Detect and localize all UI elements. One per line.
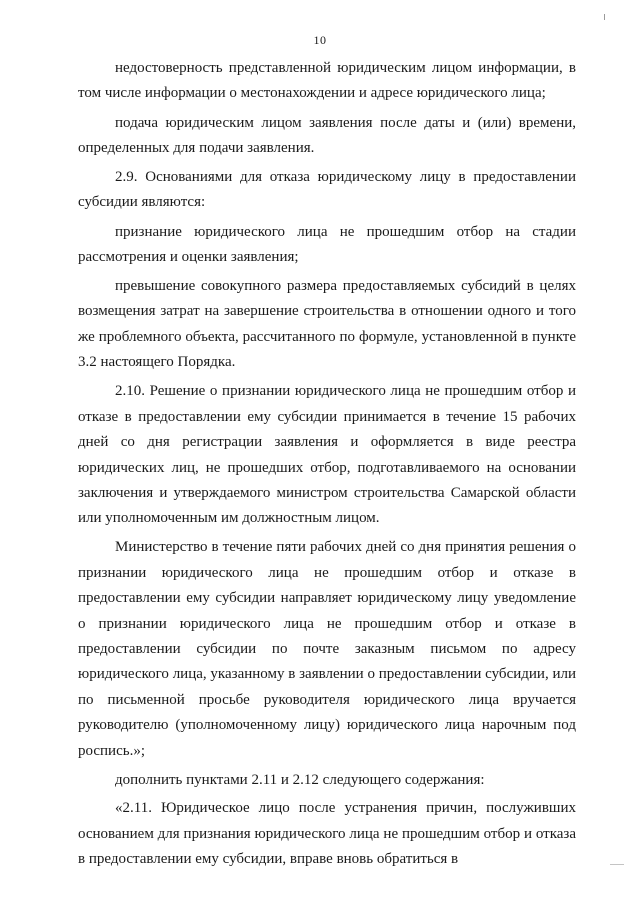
paragraph: «2.11. Юридическое лицо после устранения причин, послуживших основанием для признания юридического лица не прошедшим отбор и отказа в предоставлении ему субсидии, вправе вновь обратиться в (78, 800, 576, 867)
document-body (78, 56, 576, 876)
paragraph: признание юридического лица не прошедшим отбор на стадии рассмотрения и оценки заявления; (78, 223, 576, 265)
paragraph: 2.9. Основаниями для отказа юридическому лицу в предоставлении субсидии являются: (78, 169, 576, 211)
paragraph: Министерство в течение пяти рабочих дней со дня принятия решения о признании юридического лица не прошедшим отбор и отказе в предоставлении ему субсидии направляет юридическому лицу уведомление о признании юридического лица не прошедшим отбор и отказе в предоставлении субсидии по почте заказным письмом по адресу юридического лица, указанному в заявлении о предоставлении субсидии, или по письменной просьбе руководителя юридического лица вручается руководителю (уполномоченному лицу) юридического лица нарочным под роспись.»; (78, 539, 576, 759)
page-number: 10 (313, 33, 327, 47)
paragraph: дополнить пунктами 2.11 и 2.12 следующего содержания: (115, 771, 485, 788)
scan-artifact (604, 14, 605, 20)
paragraph: превышение совокупного размера предоставляемых субсидий в целях возмещения затрат на завершение строительства в отношении одного и того же проблемного объекта, рассчитанного по формуле, установленной в пункте 3.2 настоящего Порядка. (78, 278, 576, 371)
paragraph: недостоверность представленной юридическим лицом информации, в том числе информации о местонахождении и адресе юридического лица; (78, 60, 576, 102)
scan-artifact (610, 864, 624, 865)
paragraph: подача юридическим лицом заявления после даты и (или) времени, определенных для подачи заявления. (78, 114, 576, 156)
paragraph: 2.10. Решение о признании юридического лица не прошедшим отбор и отказе в предоставлении ему субсидии принимается в течение 15 рабочих дней со дня регистрации заявления и оформляется в виде реестра юридических лиц, не прошедших отбор, подготавливаемого на основании заключения и утверждаемого министром строительства Самарской области или уполномоченным им должностным лицом. (78, 383, 576, 527)
